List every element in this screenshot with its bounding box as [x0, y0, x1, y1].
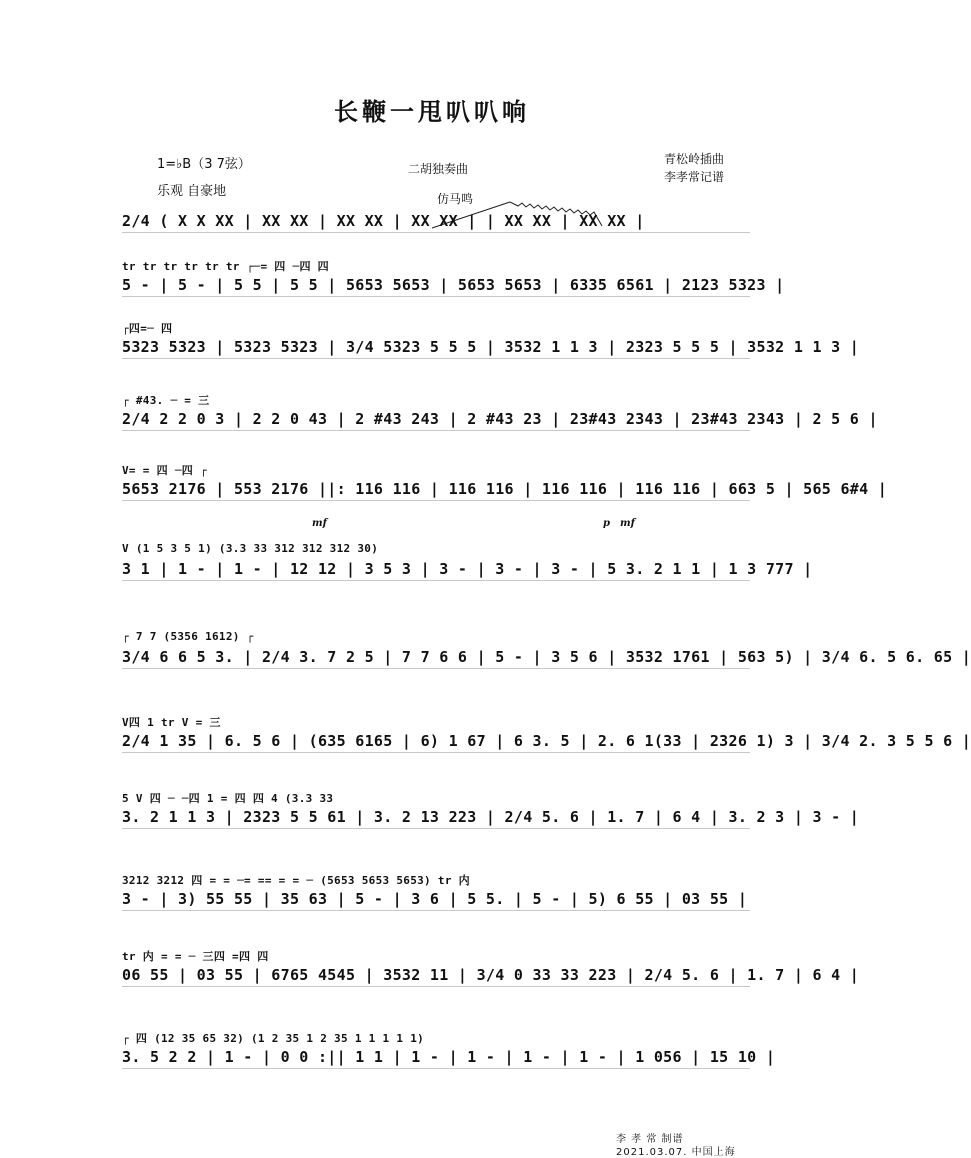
system-notes: 3. 2 1 1 3 | 2323 5 5 61 | 3. 2 13 223 | 2/4 5. 6 | 1. 7 | 6 4 | 3. 2 3 | 3 - |: [122, 808, 860, 826]
system-notes: 2/4 ( X X XX | XX XX | XX XX | XX XX | | XX XX | XX XX |: [122, 212, 645, 230]
dynamic-mf-1: mf: [312, 518, 327, 529]
beam-underline: [122, 358, 750, 359]
beam-underline: [122, 752, 750, 753]
dynamic-p: p: [603, 518, 610, 529]
system-notes: 2/4 1 35 | 6. 5 6 | (635 6165 | 6) 1 67 | 6 3. 5 | 2. 6 1(33 | 2326 1) 3 | 3/4 2. 3 5 5 6 |: [122, 732, 971, 750]
system-upper-markings: ┌ 四 (12 35 65 32) (1 2 35 1 2 35 1 1 1 1 1): [122, 1032, 425, 1045]
system-upper-markings: 3212 3212 四 = = ─= == = = ─ (5653 5653 5653) tr 内: [122, 874, 470, 887]
footer-date-place: 2021.03.07. 中国上海: [616, 1147, 736, 1158]
system-upper-markings: V= = 四 ─四 ┌: [122, 464, 207, 477]
score-system: [0, 462, 888, 522]
beam-underline: [122, 986, 750, 987]
score-system: [0, 542, 864, 602]
system-notes: 3. 5 2 2 | 1 - | 0 0 :|| 1 1 | 1 - | 1 - | 1 - | 1 - | 1 056 | 15 10 |: [122, 1048, 776, 1066]
system-notes: 3/4 6 6 5 3. | 2/4 3. 7 2 5 | 7 7 6 6 | 5 - | 3 5 6 | 3532 1761 | 563 5) | 3/4 6. 5 6. 65 |: [122, 648, 971, 666]
score-system: [0, 790, 864, 850]
score-system: [0, 872, 864, 932]
beam-underline: [122, 430, 750, 431]
system-upper-markings: V (1 5 3 5 1) (3.3 33 312 312 312 30): [122, 542, 379, 555]
score-system: [0, 258, 864, 318]
system-upper-markings: ┌四=─ 四: [122, 322, 173, 335]
system-notes: 3 - | 3) 55 55 | 35 63 | 5 - | 3 6 | 5 5. | 5 - | 5) 6 55 | 03 55 |: [122, 890, 748, 908]
dynamic-mf-2: mf: [620, 518, 635, 529]
system-upper-markings: ┌ 7 7 (5356 1612) ┌: [122, 630, 254, 643]
page-title: 长鞭一甩叭叭响: [334, 97, 530, 126]
score-system: [0, 714, 971, 774]
system-upper-markings: tr 内 = = ─ 三四 =四 四: [122, 950, 269, 963]
score-system: [0, 948, 864, 1008]
system-notes: 5323 5323 | 5323 5323 | 3/4 5323 5 5 5 | 3532 1 1 3 | 2323 5 5 5 | 3532 1 1 3 |: [122, 338, 860, 356]
subtitle: 二胡独奏曲: [408, 162, 469, 176]
tempo-marking: 乐观 自豪地: [157, 184, 227, 199]
beam-underline: [122, 1068, 750, 1069]
system-upper-markings: ┌ #43. ─ = 三: [122, 394, 210, 407]
score-system: [0, 392, 878, 452]
credit-source: 青松岭插曲: [664, 152, 725, 166]
system-notes: 2/4 2 2 0 3 | 2 2 0 43 | 2 #43 243 | 2 #43 23 | 23#43 2343 | 23#43 2343 | 2 5 6 |: [122, 410, 878, 428]
system-upper-markings: V四 1 tr V = 三: [122, 716, 221, 729]
score-system: [0, 630, 971, 690]
system-notes: 5 - | 5 - | 5 5 | 5 5 | 5653 5653 | 5653 5653 | 6335 6561 | 2123 5323 |: [122, 276, 785, 294]
score-system: [0, 320, 864, 380]
beam-underline: [122, 296, 750, 297]
system-notes: 3 1 | 1 - | 1 - | 12 12 | 3 5 3 | 3 - | 3 - | 3 - | 5 3. 2 1 1 | 1 3 777 |: [122, 560, 813, 578]
annotation-horse-neigh: 仿马鸣: [437, 192, 474, 206]
beam-underline: [122, 580, 750, 581]
beam-underline: [122, 668, 750, 669]
credit-transcriber: 李孝常记谱: [664, 170, 725, 184]
system-upper-markings: 5 V 四 ─ ─四 1 = 四 四 4 (3.3 33: [122, 792, 334, 805]
score-system: [0, 1030, 864, 1090]
system-upper-markings: tr tr tr tr tr tr ┌─= 四 ─四 四: [122, 260, 329, 273]
beam-underline: [122, 232, 750, 233]
key-signature: 1=♭B（3 7弦）: [157, 157, 251, 172]
system-notes: 06 55 | 03 55 | 6765 4545 | 3532 11 | 3/4 0 33 33 223 | 2/4 5. 6 | 1. 7 | 6 4 |: [122, 966, 860, 984]
beam-underline: [122, 910, 750, 911]
beam-underline: [122, 500, 750, 501]
beam-underline: [122, 828, 750, 829]
system-notes: 5653 2176 | 553 2176 ||: 116 116 | 116 116 | 116 116 | 116 116 | 663 5 | 565 6#4 |: [122, 480, 888, 498]
footer-signature: 李 孝 常 制谱: [616, 1134, 684, 1145]
